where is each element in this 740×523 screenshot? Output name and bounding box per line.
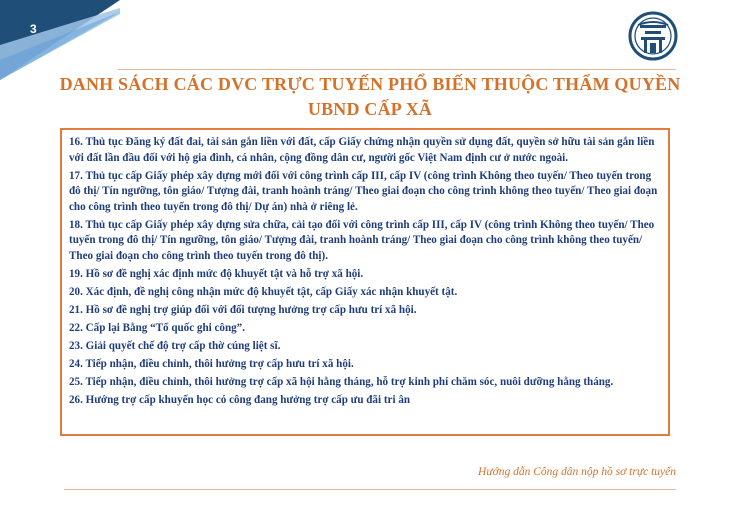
list-item: 16. Thủ tục Đăng ký đất đai, tài sản gắn liền với đất, cấp Giấy chứng nhận quyền sử dụng đất, quyền sở hữu tài sản gắn liền với đất lần đầu đối với hộ gia đình, cá nhân, cộng đồng dân cư, người gốc Việt Nam định cư ở nước ngoài. <box>69 136 655 164</box>
list-item: 20. Xác định, đề nghị công nhận mức độ khuyết tật, cấp Giấy xác nhận khuyết tật. <box>69 285 458 298</box>
title-line-2: UBND CẤP XÃ <box>307 99 433 119</box>
procedure-list <box>60 128 670 436</box>
list-item: 25. Tiếp nhận, điều chỉnh, thôi hưởng trợ cấp xã hội hằng tháng, hỗ trợ kinh phí chăm sóc, nuôi dưỡng hằng tháng. <box>69 375 614 388</box>
title-line-1: DANH SÁCH CÁC DVC TRỰC TUYẾN PHỔ BIẾN THUỘC THẨM QUYỀN <box>59 74 681 94</box>
page-number: 3 <box>30 22 37 36</box>
list-item: 22. Cấp lại Bằng “Tổ quốc ghi công”. <box>69 321 245 334</box>
top-divider <box>118 69 676 70</box>
hanoi-emblem-icon <box>628 11 678 61</box>
list-item: 24. Tiếp nhận, điều chỉnh, thôi hưởng trợ cấp hưu trí xã hội. <box>69 357 354 370</box>
list-item: 26. Hướng trợ cấp khuyến học có công đang hưởng trợ cấp ưu đãi tri ân <box>69 393 411 406</box>
list-item: 18. Thủ tục cấp Giấy phép xây dựng sửa chữa, cải tạo đối với công trình cấp III, cấp IV (công trình Không theo tuyến/ Theo tuyến trong đô thị/ Tín ngưỡng, tôn giáo/ Tượng đài, tranh hoành tráng/ Theo giai đoạn cho công trình không theo tuyến/ Theo giai đoạn cho công trình theo tuyến trong đô thị). <box>69 218 655 262</box>
list-item: 19. Hồ sơ đề nghị xác định mức độ khuyết tật và hỗ trợ xã hội. <box>69 267 364 280</box>
bottom-divider <box>64 489 676 490</box>
footer-caption: Hướng dẫn Công dân nộp hồ sơ trực tuyến <box>478 466 676 478</box>
page-title <box>40 72 700 122</box>
list-item: 21. Hồ sơ đề nghị trợ giúp đối với đối tượng hưởng trợ cấp hưu trí xã hội. <box>69 303 417 316</box>
list-item: 17. Thủ tục cấp Giấy phép xây dựng mới đối với công trình cấp III, cấp IV (công trình Không theo tuyến/ Theo tuyến trong đô thị/ Tín ngưỡng, tôn giáo/ Tượng đài, tranh hoành tráng/ Theo giai đoạn cho công trình không theo tuyến/ Theo giai đoạn cho công trình theo tuyến trong đô thị/ Dự án) nhà ở riêng lẻ. <box>69 169 658 213</box>
list-item: 23. Giải quyết chế độ trợ cấp thờ cúng liệt sĩ. <box>69 339 281 352</box>
corner-decoration <box>0 0 120 80</box>
